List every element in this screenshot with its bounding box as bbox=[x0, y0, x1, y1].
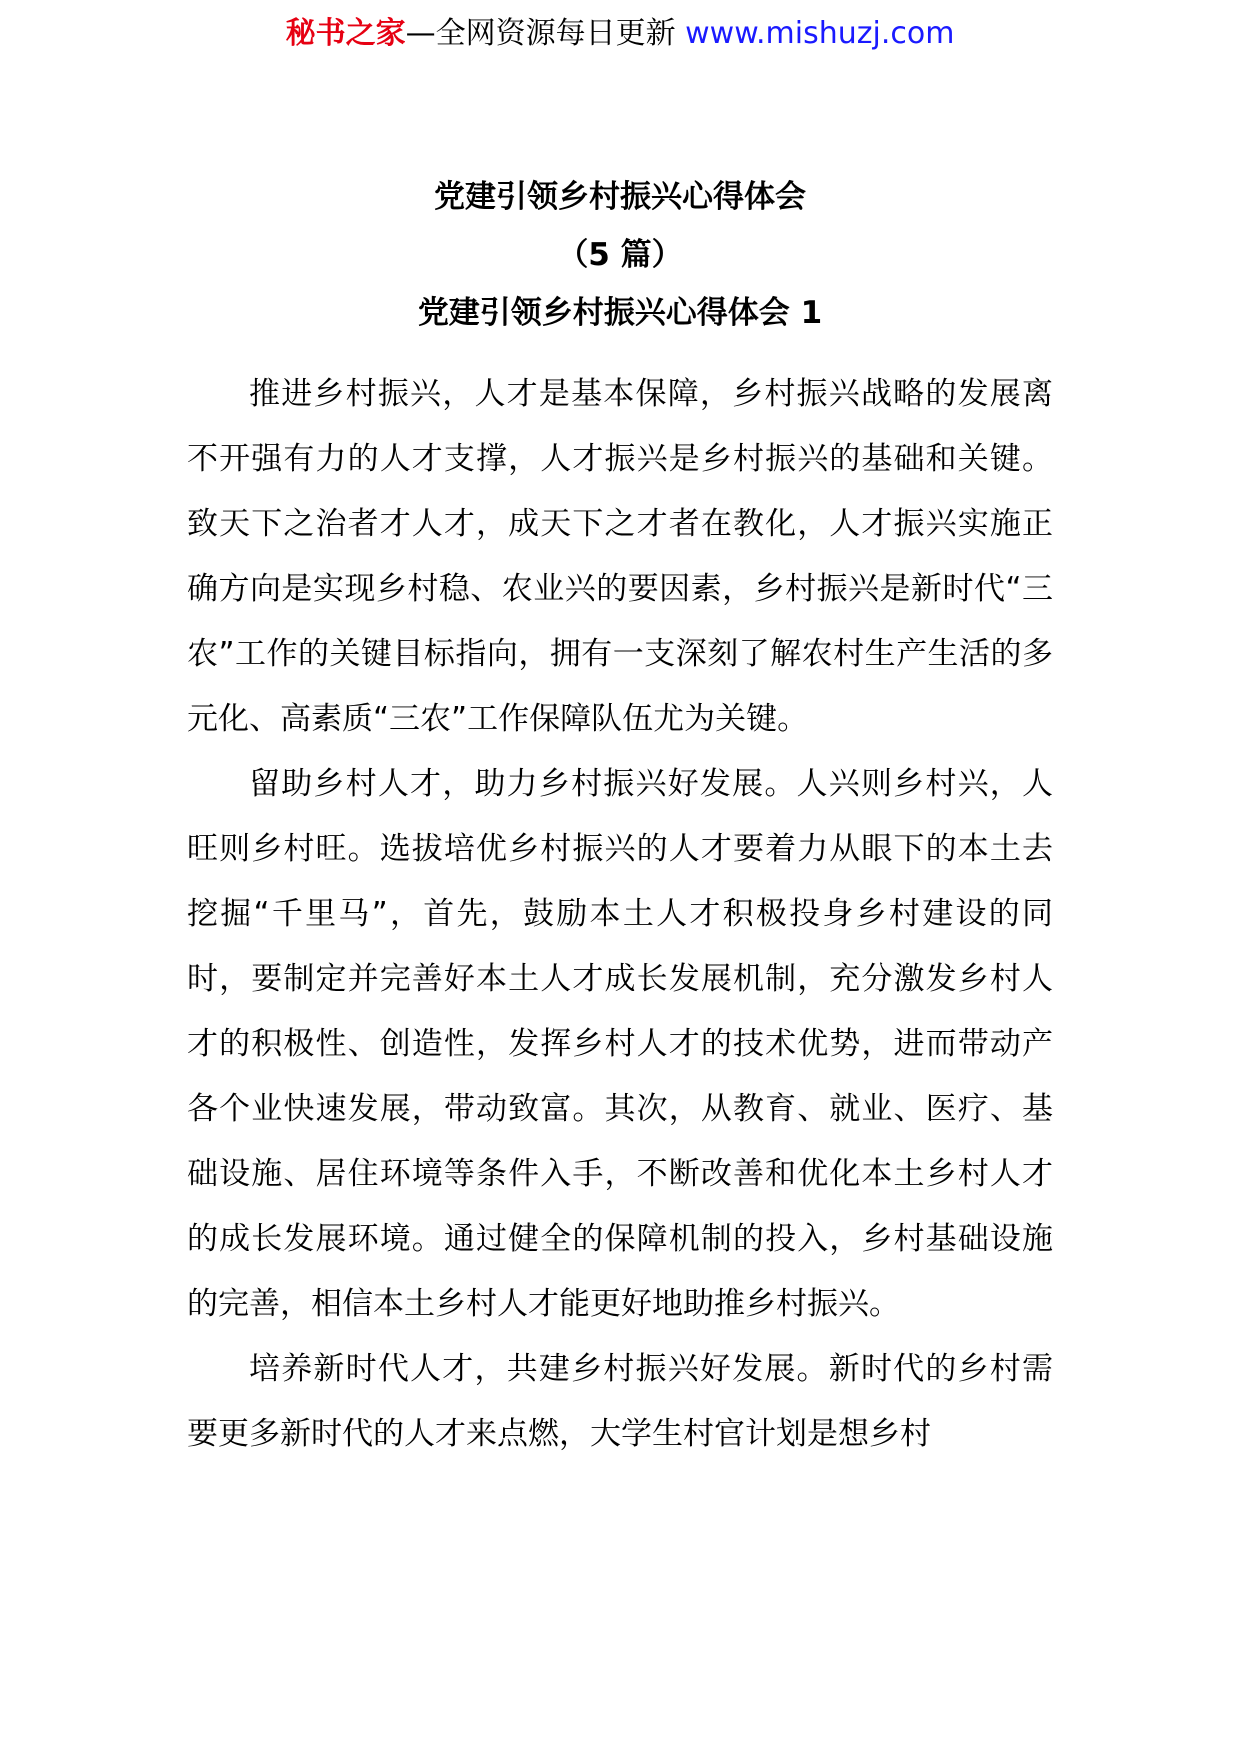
paragraph: 推进乡村振兴，人才是基本保障，乡村振兴战略的发展离不开强有力的人才支撑，人才振兴是乡村振兴的基础和关键。致天下之治者才人才，成天下之才者在教化，人才振兴实施正确方向是实现乡村稳、农业兴的要因素，乡村振兴是新时代“三农”工作的关键目标指向，拥有一支深刻了解农村生产生活的多元化、高素质“三农”工作保障队伍尤为关键。 bbox=[187, 376, 1053, 737]
document-body bbox=[187, 362, 1053, 1467]
site-url-link[interactable]: www.mishuzj.com bbox=[685, 16, 955, 51]
section-title: 党建引领乡村振兴心得体会 1 bbox=[417, 295, 823, 331]
paragraph: 培养新时代人才，共建乡村振兴好发展。新时代的乡村需要更多新时代的人才来点燃，大学生村官计划是想乡村 bbox=[187, 1351, 1053, 1452]
title-block bbox=[0, 168, 1240, 342]
site-header bbox=[0, 14, 1240, 54]
header-tagline: —全网资源每日更新 bbox=[405, 16, 676, 51]
paragraph: 留助乡村人才，助力乡村振兴好发展。人兴则乡村兴，人旺则乡村旺。选拔培优乡村振兴的人才要着力从眼下的本土去挖掘“千里马”，首先，鼓励本土人才积极投身乡村建设的同时，要制定并完善好本土人才成长发展机制，充分激发乡村人才的积极性、创造性，发挥乡村人才的技术优势，进而带动产各个业快速发展，带动致富。其次，从教育、就业、医疗、基础设施、居住环境等条件入手，不断改善和优化本土乡村人才的成长发展环境。通过健全的保障机制的投入，乡村基础设施的完善，相信本土乡村人才能更好地助推乡村振兴。 bbox=[187, 766, 1053, 1322]
brand-name: 秘书之家 bbox=[285, 16, 406, 51]
document-subtitle: （5 篇） bbox=[557, 237, 683, 273]
document-title: 党建引领乡村振兴心得体会 bbox=[434, 179, 806, 215]
